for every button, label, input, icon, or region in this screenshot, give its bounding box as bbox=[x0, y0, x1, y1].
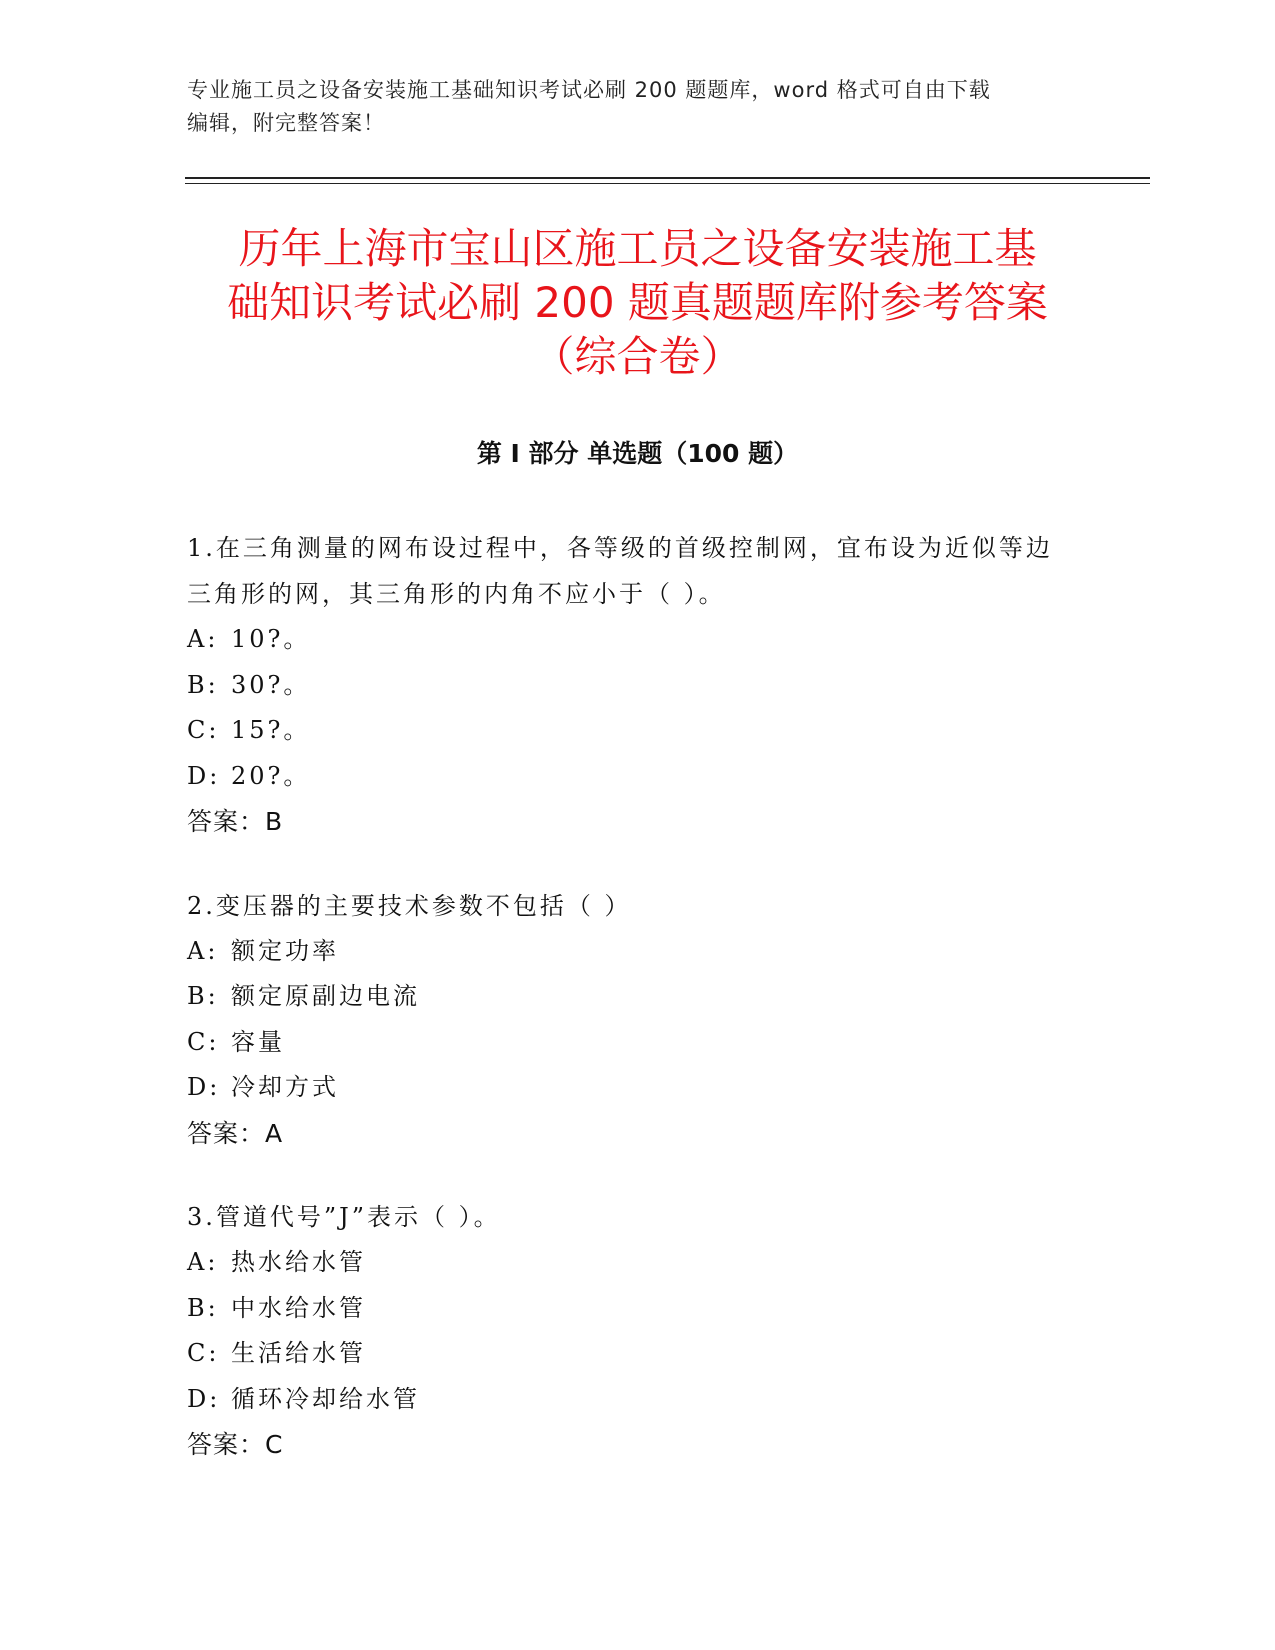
header-note bbox=[187, 74, 1087, 140]
option-c bbox=[187, 1331, 1067, 1377]
option-letter: A: bbox=[187, 1248, 219, 1276]
answer-line: 答案：C bbox=[187, 1430, 284, 1459]
option-letter: C: bbox=[187, 1339, 220, 1367]
title-line-3: （综合卷） bbox=[532, 332, 743, 381]
header-note-line-2: 编辑，附完整答案！ bbox=[187, 111, 385, 135]
option-letter: C: bbox=[187, 1027, 220, 1056]
option-text: 10?。 bbox=[231, 625, 311, 653]
option-text: 生活给水管 bbox=[231, 1339, 366, 1367]
header-divider-thick bbox=[185, 177, 1150, 179]
option-letter: A: bbox=[187, 936, 219, 965]
option-text: 额定原副边电流 bbox=[231, 982, 420, 1010]
option-text: 循环冷却给水管 bbox=[231, 1384, 420, 1413]
option-letter: D: bbox=[187, 761, 221, 790]
option-text: 冷却方式 bbox=[231, 1073, 339, 1101]
question-1 bbox=[187, 525, 1067, 845]
option-d bbox=[187, 1377, 1067, 1423]
option-text: 30?。 bbox=[231, 670, 311, 699]
option-a bbox=[187, 929, 1067, 975]
question-text: 3.管道代号”J”表示（ ）。 bbox=[187, 1203, 501, 1231]
section-heading: 第 I 部分 单选题（100 题） bbox=[476, 439, 799, 468]
title-line-2: 础知识考试必刷 200 题真题题库附参考答案 bbox=[227, 278, 1048, 327]
option-letter: B: bbox=[187, 670, 219, 699]
answer-line: 答案：B bbox=[187, 807, 284, 836]
option-text: 热水给水管 bbox=[231, 1248, 366, 1276]
answer-line: 答案：A bbox=[187, 1118, 284, 1148]
question-text: 2.变压器的主要技术参数不包括（ ） bbox=[187, 891, 632, 920]
document-title bbox=[160, 222, 1115, 384]
option-letter: D: bbox=[187, 1384, 221, 1413]
question-3 bbox=[187, 1194, 1067, 1468]
option-text: 20?。 bbox=[231, 761, 311, 790]
header-note-line-1: 专业施工员之设备安装施工基础知识考试必刷 200 题题库，word 格式可自由下载 bbox=[187, 78, 991, 102]
option-letter: D: bbox=[187, 1073, 221, 1101]
option-a bbox=[187, 617, 1067, 663]
option-d bbox=[187, 1065, 1067, 1111]
option-text: 中水给水管 bbox=[231, 1293, 366, 1322]
question-text: 1.在三角测量的网布设过程中，各等级的首级控制网，宜布设为近似等边三角形的网，其三角形的内角不应小于（ ）。 bbox=[187, 534, 1053, 608]
option-text: 额定功率 bbox=[231, 936, 339, 965]
option-d bbox=[187, 754, 1067, 800]
option-letter: B: bbox=[187, 1293, 219, 1322]
option-letter: A: bbox=[187, 625, 219, 653]
option-letter: C: bbox=[187, 716, 220, 744]
option-letter: B: bbox=[187, 982, 219, 1010]
option-a bbox=[187, 1240, 1067, 1286]
option-b bbox=[187, 663, 1067, 709]
option-c bbox=[187, 1020, 1067, 1066]
title-line-1: 历年上海市宝山区施工员之设备安装施工基 bbox=[238, 224, 1037, 273]
option-text: 容量 bbox=[231, 1027, 285, 1056]
question-list bbox=[187, 525, 1067, 1506]
option-c bbox=[187, 708, 1067, 754]
option-b bbox=[187, 1286, 1067, 1332]
option-text: 15?。 bbox=[231, 716, 311, 744]
option-b bbox=[187, 974, 1067, 1020]
header-divider-thin bbox=[185, 183, 1150, 184]
question-2 bbox=[187, 883, 1067, 1157]
